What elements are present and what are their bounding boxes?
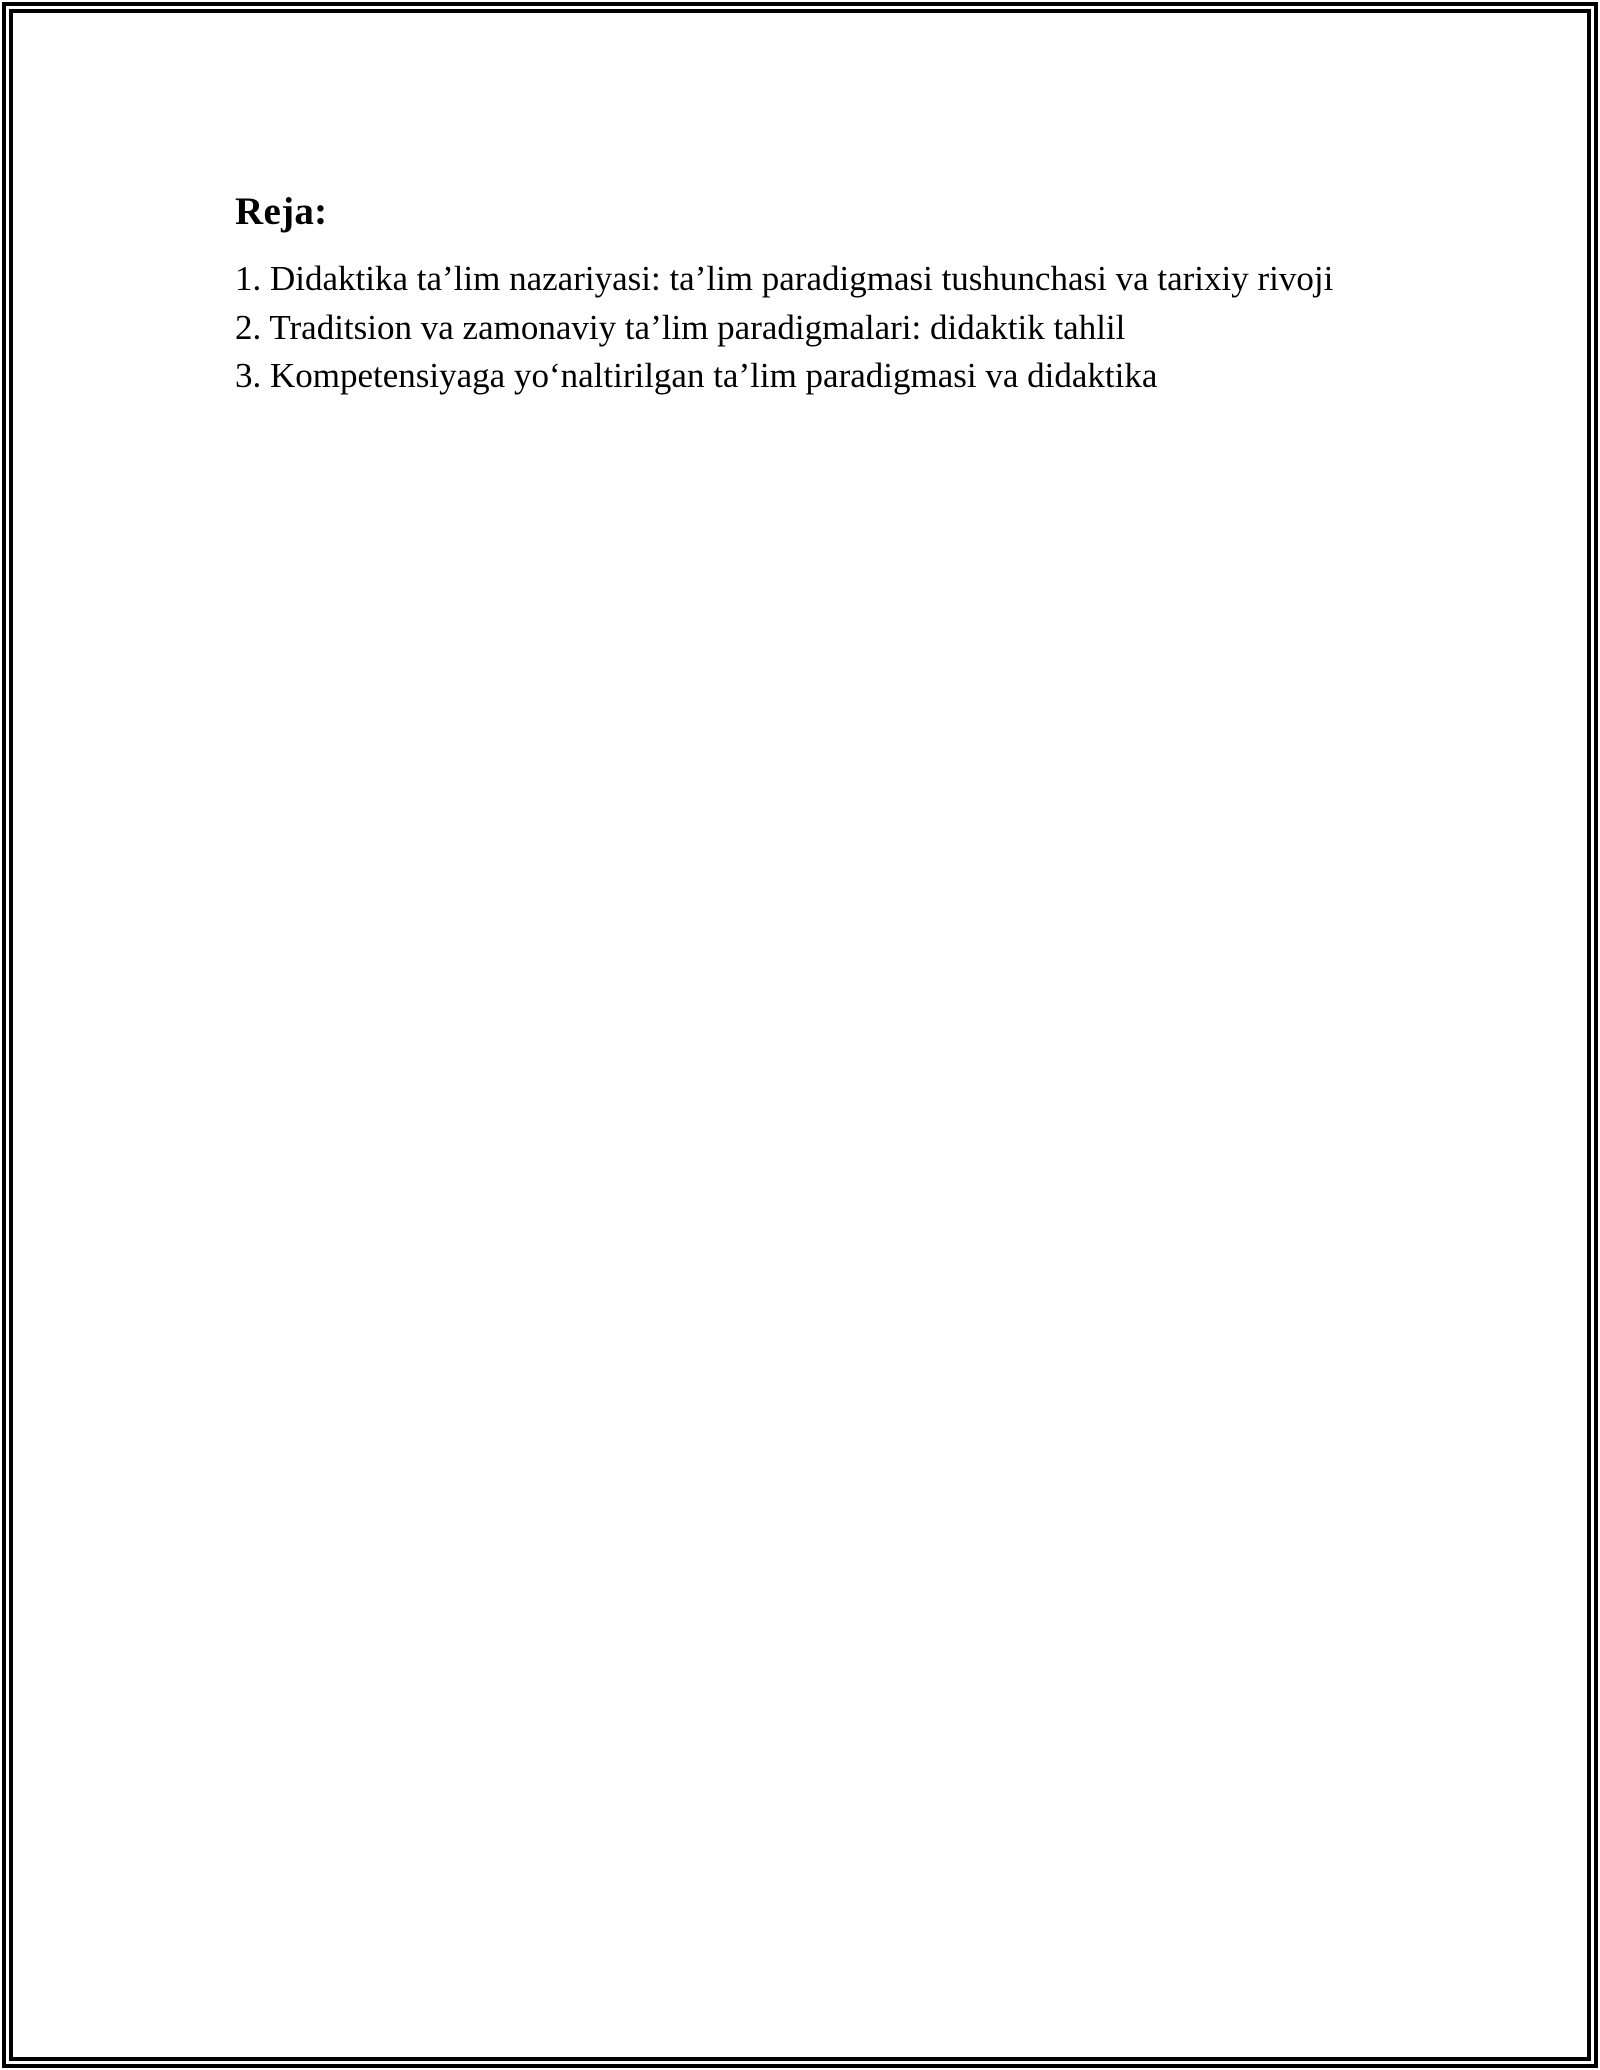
plan-item-3: 3. Kompetensiyaga yo‘naltirilgan ta’lim paradigmasi va didaktika [235, 356, 1158, 395]
plan-heading: Reja: [235, 190, 328, 233]
plan-item-1: 1. Didaktika ta’lim nazariyasi: ta’lim paradigmasi tushunchasi va tarixiy rivoji [235, 259, 1334, 298]
plan-item-2: 2. Traditsion va zamonaviy ta’lim paradigmalari: didaktik tahlil [235, 307, 1126, 347]
plan-list [235, 255, 1345, 401]
document-content [235, 185, 1345, 401]
